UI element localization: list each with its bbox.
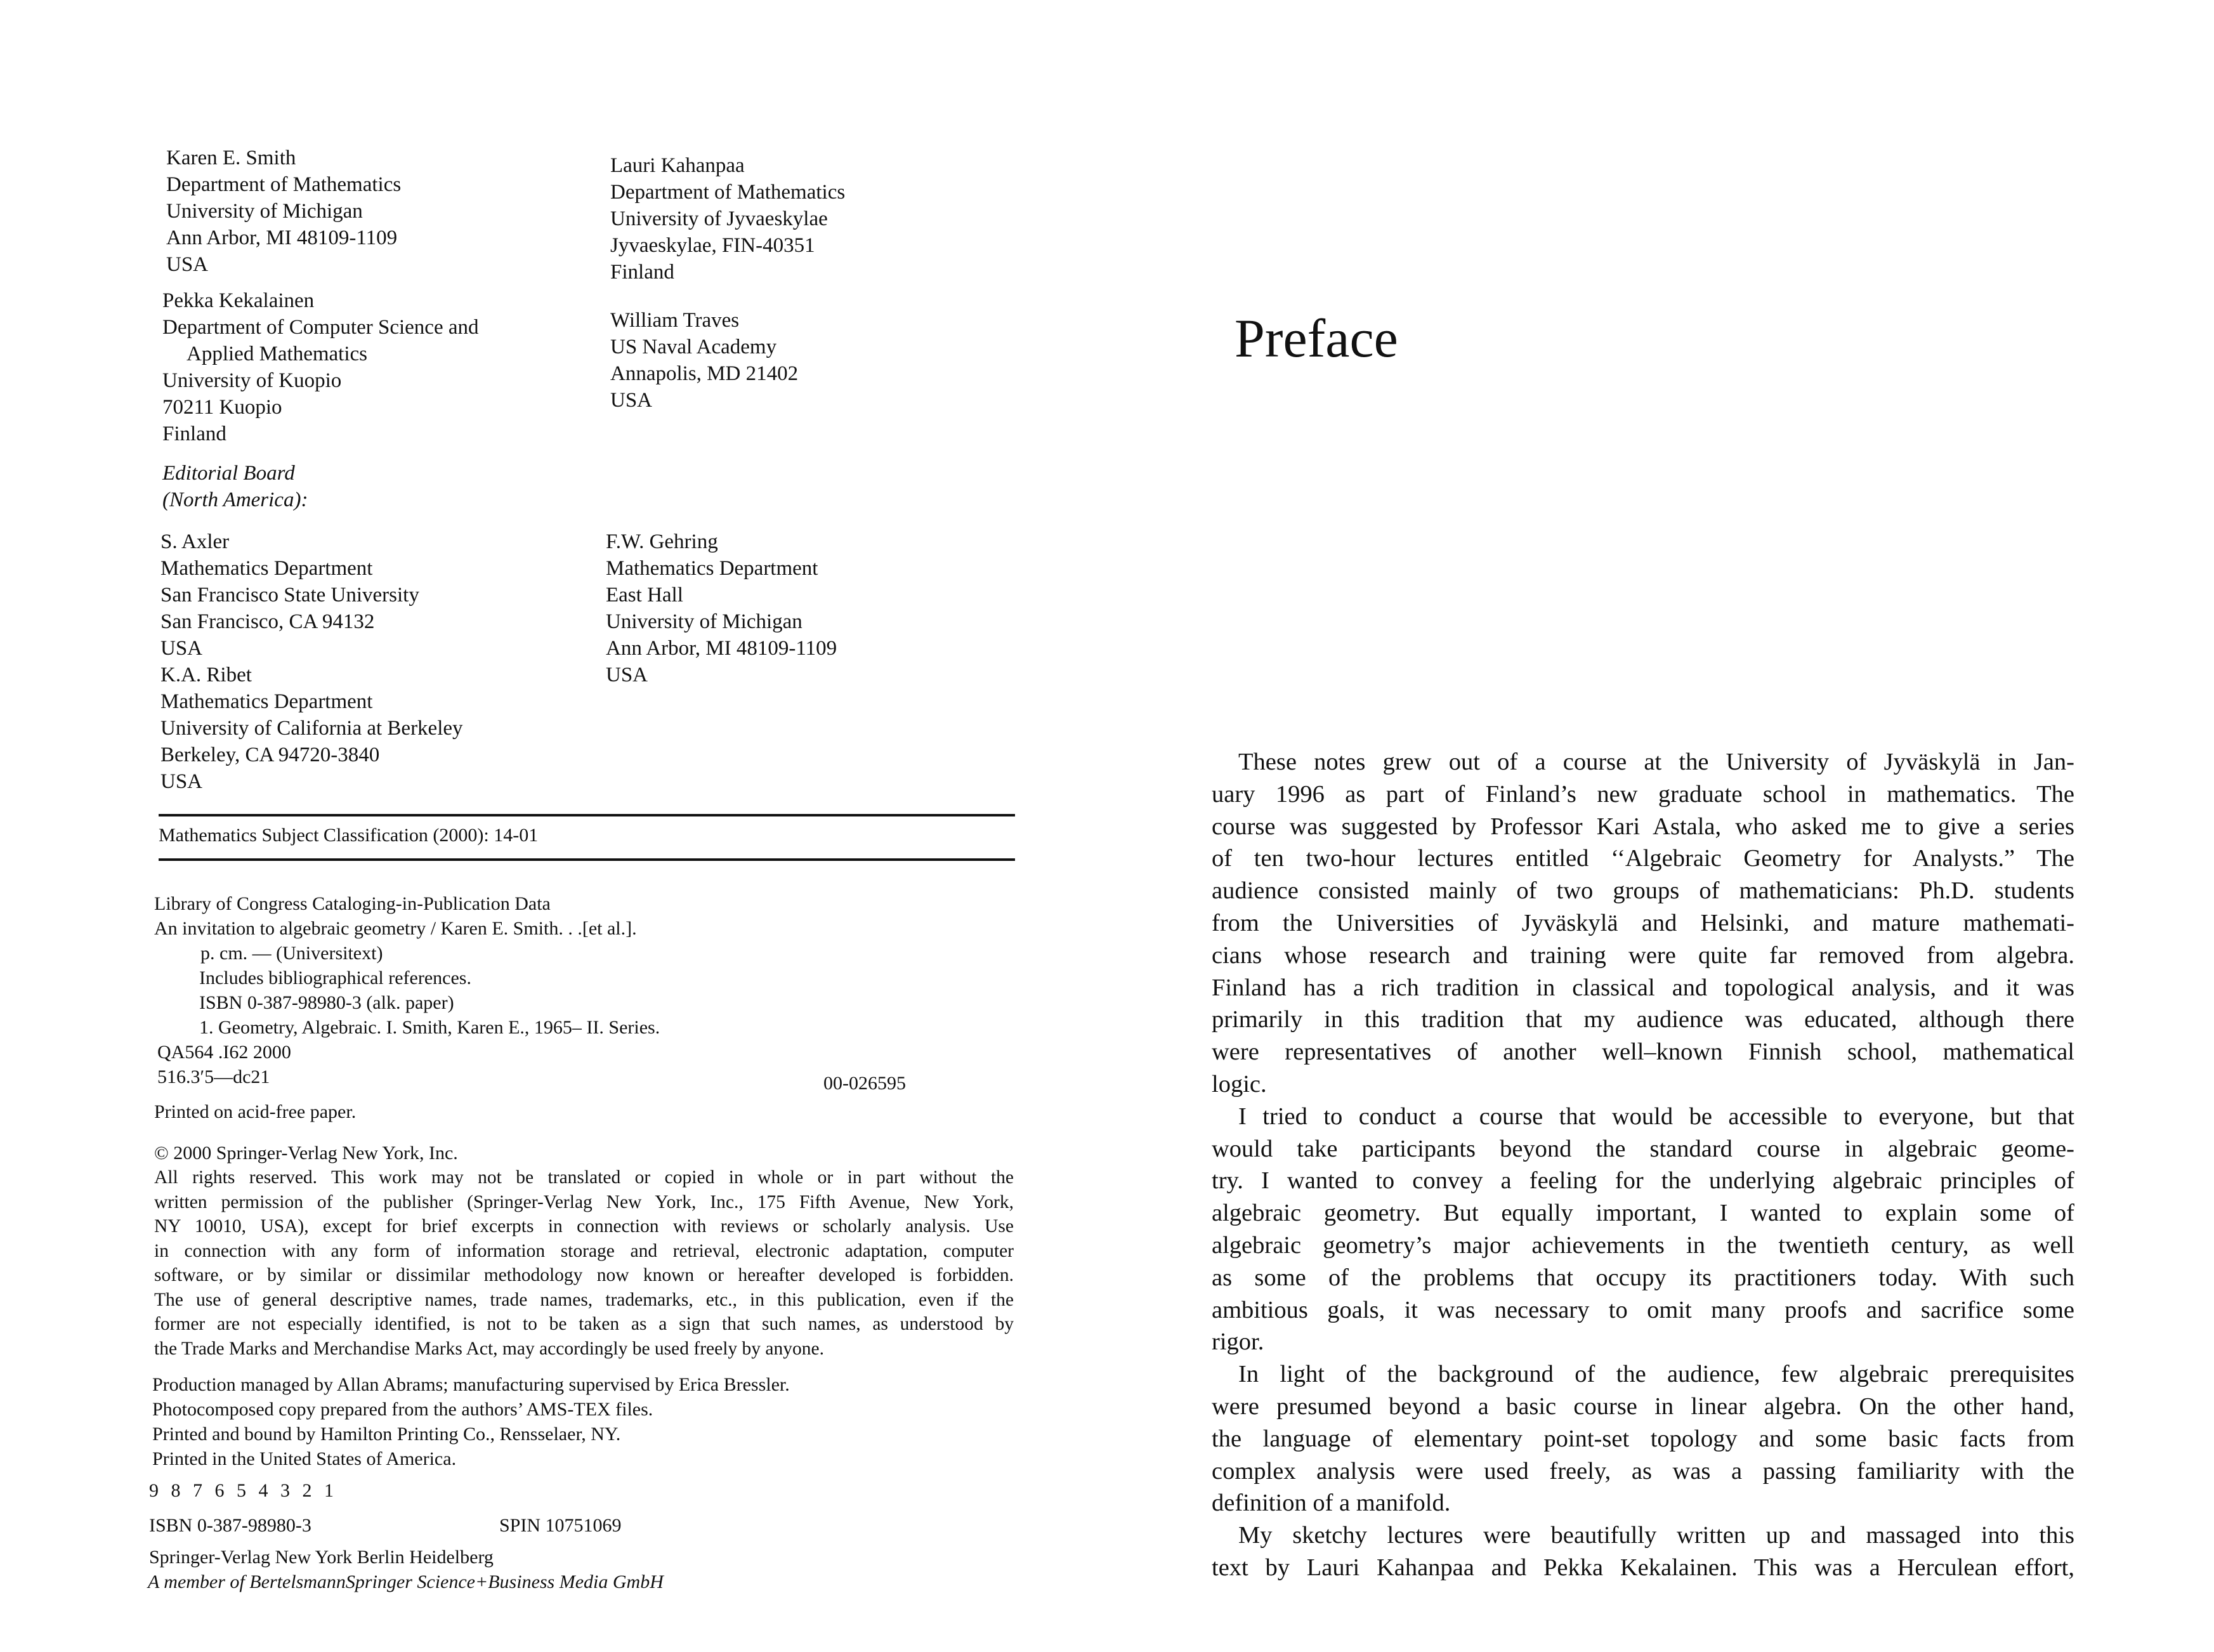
preface-line: algebraic geometry. But equally important, I wanted to explain some of (1212, 1200, 2074, 1227)
preface-line: cians whose research and training were quite far removed from algebra. (1212, 941, 2074, 969)
production-line: Photocomposed copy prepared from the authors’ AMS-TEX files. (152, 1399, 653, 1420)
address-line: Mathematics Department (606, 557, 818, 580)
preface-line: I tried to conduct a course that would be accessible to everyone, but that (1238, 1103, 2074, 1130)
cip-line: 1. Geometry, Algebraic. I. Smith, Karen E., 1965– II. Series. (199, 1017, 660, 1038)
rights-line: written permission of the publisher (Springer-Verlag New York, Inc., 175 Fifth Avenue, New York, (154, 1191, 1014, 1212)
address-line: University of Kuopio (162, 369, 342, 392)
msc-bottom-rule (159, 858, 1015, 861)
address-line: Ann Arbor, MI 48109-1109 (606, 637, 837, 660)
address-line: F.W. Gehring (606, 530, 718, 553)
member-line: A member of BertelsmannSpringer Science+Business Media GmbH (148, 1571, 664, 1592)
rights-line: The use of general descriptive names, trade names, trademarks, etc., in this publication, even if the (154, 1289, 1014, 1310)
address-line: Finland (610, 261, 674, 284)
address-line: University of California at Berkeley (160, 717, 463, 740)
address-line: S. Axler (160, 530, 230, 553)
rights-line: in connection with any form of information storage and retrieval, electronic adaptation, computer (154, 1240, 1014, 1261)
preface-line: rigor. (1212, 1328, 1264, 1356)
address-line: USA (606, 664, 648, 686)
address-line: Finland (162, 423, 226, 445)
address-line: US Naval Academy (610, 336, 777, 358)
preface-body (1212, 746, 2074, 1584)
preface-line: as some of the problems that occupy its practitioners today. With such (1212, 1264, 2074, 1291)
rights-line: the Trade Marks and Merchandise Marks Act, may accordingly be used freely by anyone. (154, 1338, 824, 1359)
preface-line: primarily in this tradition that my audience was educated, although there (1212, 1006, 2074, 1033)
address-line: San Francisco State University (160, 584, 419, 606)
preface-line: from the Universities of Jyväskylä and Helsinki, and mature mathemati- (1212, 909, 2074, 936)
address-line: Jyvaeskylae, FIN-40351 (610, 234, 815, 257)
copyright-line: © 2000 Springer-Verlag New York, Inc. (154, 1143, 458, 1164)
rights-line: All rights reserved. This work may not be translated or copied in whole or in part without the (154, 1167, 1014, 1188)
address-line: William Traves (610, 309, 740, 332)
cip-line: ISBN 0-387-98980-3 (alk. paper) (199, 992, 454, 1013)
address-line: (North America): (162, 488, 308, 511)
cip-call-number: QA564 .I62 2000 (157, 1042, 291, 1063)
publisher-line: Springer-Verlag New York Berlin Heidelberg (149, 1547, 494, 1568)
preface-line: definition of a manifold. (1212, 1490, 1451, 1517)
preface-line: try. I wanted to convey a feeling for the underlying algebraic principles of (1212, 1167, 2074, 1195)
preface-line: would take participants beyond the standard course in algebraic geome- (1212, 1135, 2074, 1162)
address-line: University of Michigan (166, 200, 363, 223)
address-line: Lauri Kahanpaa (610, 154, 745, 177)
spin-line: SPIN 10751069 (499, 1515, 622, 1536)
preface-line: of ten two-hour lectures entitled ‘‘Algebraic Geometry for Analysts.” The (1212, 845, 2074, 872)
preface-line: My sketchy lectures were beautifully written up and massaged into this (1238, 1522, 2074, 1549)
cip-line: Includes bibliographical references. (199, 967, 471, 988)
address-line: USA (610, 389, 653, 412)
address-line: K.A. Ribet (160, 664, 252, 686)
cip-dewey: 516.3′5—dc21 (157, 1066, 270, 1087)
rights-paragraph (154, 1165, 1014, 1361)
printing-numbers: 9 8 7 6 5 4 3 2 1 (149, 1480, 337, 1501)
author-block-kahanpaa (610, 152, 845, 285)
address-line: East Hall (606, 584, 683, 606)
preface-line: audience consisted mainly of two groups of mathematicians: Ph.D. students (1212, 877, 2074, 905)
address-line: Ann Arbor, MI 48109-1109 (166, 226, 398, 249)
address-line: Department of Mathematics (166, 173, 402, 196)
address-line: USA (160, 637, 203, 660)
address-line: University of Michigan (606, 610, 802, 633)
address-line: Pekka Kekalainen (162, 289, 315, 312)
address-line: San Francisco, CA 94132 (160, 610, 375, 633)
editorial-board-label (162, 460, 308, 513)
preface-line: In light of the background of the audience, few algebraic prerequisites (1238, 1361, 2074, 1388)
preface-line: These notes grew out of a course at the University of Jyväskylä in Jan- (1238, 749, 2074, 775)
cip-line: An invitation to algebraic geometry / Karen E. Smith. . .[et al.]. (154, 918, 637, 939)
address-line: Department of Computer Science and (162, 316, 479, 339)
production-line: Printed and bound by Hamilton Printing Co., Rensselaer, NY. (152, 1424, 621, 1445)
address-line: 70211 Kuopio (162, 396, 282, 419)
address-line: Berkeley, CA 94720-3840 (160, 744, 380, 766)
msc-top-rule (159, 814, 1015, 816)
preface-line: uary 1996 as part of Finland’s new graduate school in mathematics. The (1212, 780, 2074, 808)
board-member-ribet (160, 662, 463, 795)
preface-line: logic. (1212, 1070, 1267, 1098)
address-line: Annapolis, MD 21402 (610, 362, 799, 385)
rights-line: NY 10010, USA), except for brief excerpts in connection with reviews or scholarly analysis. Use (154, 1216, 1014, 1236)
address-line: USA (160, 770, 203, 793)
msc-line: Mathematics Subject Classification (2000): 14-01 (159, 825, 539, 846)
cip-line: p. cm. — (Universitext) (200, 943, 383, 964)
preface-line: algebraic geometry’s major achievements in the twentieth century, as well (1212, 1231, 2074, 1259)
address-line: Mathematics Department (160, 557, 373, 580)
rights-line: former are not especially identified, is not to be taken as a sign that such names, as understood by (154, 1314, 1014, 1334)
preface-line: Finland has a rich tradition in classical and topological analysis, and it was (1212, 974, 2074, 1001)
rights-line: software, or by similar or dissimilar methodology now known or hereafter developed is forbidden. (154, 1265, 1014, 1285)
preface-line: ambitious goals, it was necessary to omit many proofs and sacrifice some (1212, 1296, 2074, 1323)
preface-line: course was suggested by Professor Kari Astala, who asked me to give a series (1212, 813, 2074, 840)
preface-line: were presumed beyond a basic course in linear algebra. On the other hand, (1212, 1393, 2074, 1420)
address-line: Editorial Board (162, 462, 295, 485)
address-line: Karen E. Smith (166, 147, 296, 169)
cip-heading: Library of Congress Cataloging-in-Publication Data (154, 893, 551, 914)
cip-lccn: 00-026595 (823, 1073, 906, 1094)
address-line: Department of Mathematics (610, 181, 846, 204)
address-line: Mathematics Department (160, 690, 373, 713)
author-block-traves (610, 307, 798, 414)
board-member-gehring (606, 528, 837, 688)
acid-free-note: Printed on acid-free paper. (154, 1101, 357, 1122)
isbn-line: ISBN 0-387-98980-3 (149, 1515, 311, 1536)
address-line: USA (166, 253, 209, 276)
address-line: University of Jyvaeskylae (610, 207, 828, 230)
preface-line: the language of elementary point-set topology and some basic facts from (1212, 1425, 2074, 1452)
author-block-kekalainen (162, 287, 479, 447)
preface-line: complex analysis were used freely, as was a passing familiarity with the (1212, 1457, 2074, 1485)
address-line: Applied Mathematics (187, 343, 368, 365)
page-title: Preface (1235, 308, 1398, 369)
preface-line: were representatives of another well–known Finnish school, mathematical (1212, 1039, 2074, 1066)
production-line: Production managed by Allan Abrams; manufacturing supervised by Erica Bressler. (152, 1374, 790, 1395)
author-block-smith (166, 145, 401, 278)
preface-line: text by Lauri Kahanpaa and Pekka Kekalainen. This was a Herculean effort, (1212, 1554, 2074, 1581)
production-line: Printed in the United States of America. (152, 1448, 457, 1469)
board-member-axler (160, 528, 419, 662)
